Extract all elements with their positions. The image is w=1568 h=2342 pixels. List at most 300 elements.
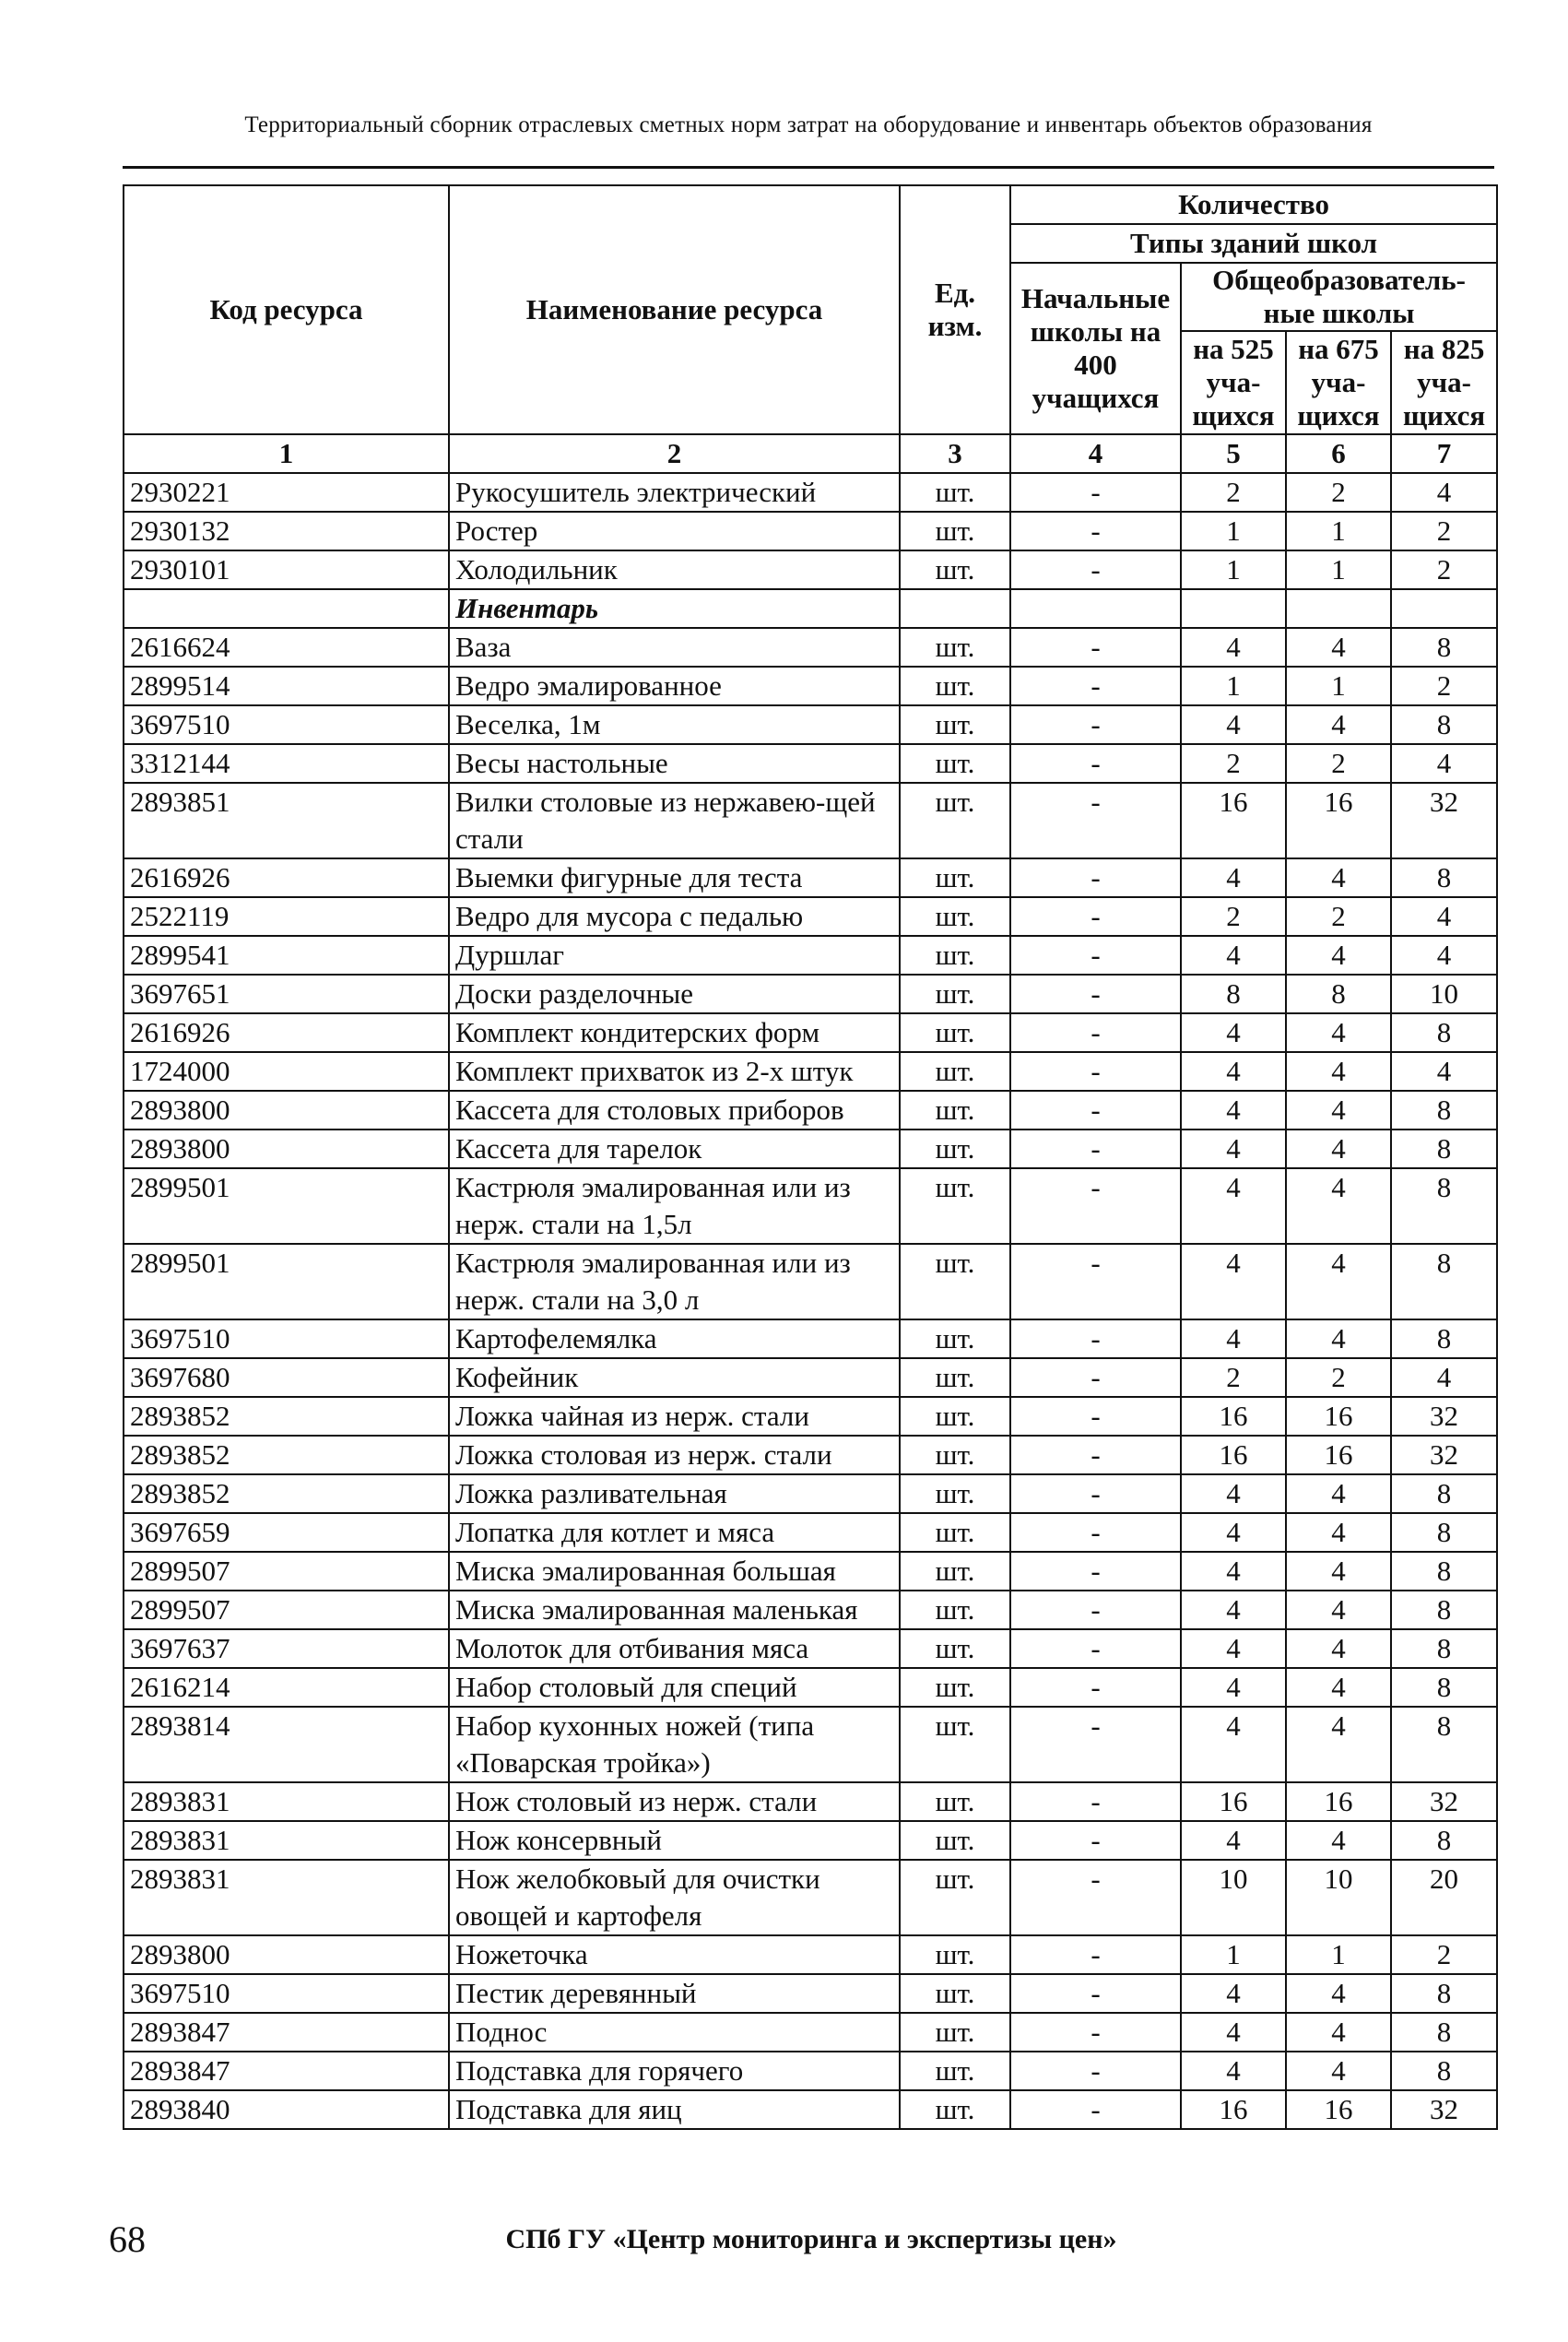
- table-row: [124, 744, 1497, 783]
- qty-primary-cell: -: [1010, 1629, 1181, 1668]
- qty-825-cell: 8: [1391, 1091, 1497, 1130]
- unit-cell: шт.: [900, 1358, 1010, 1397]
- qty-primary-cell: -: [1010, 1436, 1181, 1474]
- unit-cell: шт.: [900, 1244, 1010, 1319]
- name-cell: Кастрюля эмалированная или из нерж. стали на 3,0 л: [449, 1244, 900, 1319]
- qty-675-cell: 4: [1286, 1168, 1391, 1244]
- table-row: [124, 1513, 1497, 1552]
- qty-825-cell: 10: [1391, 975, 1497, 1013]
- table-row: [124, 1474, 1497, 1513]
- qty-825-cell: 8: [1391, 1707, 1497, 1782]
- qty-825-cell: 20: [1391, 1860, 1497, 1935]
- qty-primary-cell: -: [1010, 1782, 1181, 1821]
- qty-675-cell: 4: [1286, 1474, 1391, 1513]
- unit-cell: шт.: [900, 1974, 1010, 2013]
- code-cell: 2893831: [124, 1782, 449, 1821]
- qty-825-cell: 32: [1391, 2090, 1497, 2129]
- name-cell: Ножеточка: [449, 1935, 900, 1974]
- qty-primary-cell: -: [1010, 1668, 1181, 1707]
- code-cell: 2899501: [124, 1244, 449, 1319]
- col-header-name: Наименование ресурса: [449, 185, 900, 434]
- col-header-quantity: Количество: [1010, 185, 1497, 224]
- code-cell: 3697680: [124, 1358, 449, 1397]
- qty-675-cell: 1: [1286, 512, 1391, 550]
- qty-525-cell: 4: [1181, 1591, 1286, 1629]
- code-cell: 2893814: [124, 1707, 449, 1782]
- name-cell: Ведро эмалированное: [449, 667, 900, 705]
- unit-cell: шт.: [900, 1860, 1010, 1935]
- qty-825-cell: 4: [1391, 1052, 1497, 1091]
- qty-primary-cell: -: [1010, 1935, 1181, 1974]
- qty-525-cell: 4: [1181, 1974, 1286, 2013]
- qty-primary-cell: -: [1010, 783, 1181, 858]
- name-cell: Ложка столовая из нерж. стали: [449, 1436, 900, 1474]
- code-cell: 2930132: [124, 512, 449, 550]
- qty-primary-cell: -: [1010, 1397, 1181, 1436]
- unit-cell: шт.: [900, 667, 1010, 705]
- name-cell: Весы настольные: [449, 744, 900, 783]
- name-cell: Вилки столовые из нержавею-щей стали: [449, 783, 900, 858]
- qty-primary-cell: -: [1010, 936, 1181, 975]
- qty-675-cell: 4: [1286, 1319, 1391, 1358]
- col-header-code: Код ресурса: [124, 185, 449, 434]
- qty-825-cell: 8: [1391, 1013, 1497, 1052]
- code-cell: 2893852: [124, 1474, 449, 1513]
- qty-primary-cell: -: [1010, 975, 1181, 1013]
- qty-825-cell: 2: [1391, 1935, 1497, 1974]
- qty-primary-cell: -: [1010, 1244, 1181, 1319]
- name-cell: Комплект прихваток из 2-х штук: [449, 1052, 900, 1091]
- code-cell: 2893852: [124, 1436, 449, 1474]
- code-cell: 3697659: [124, 1513, 449, 1552]
- qty-675-cell: 10: [1286, 1860, 1391, 1935]
- name-cell: Доски разделочные: [449, 975, 900, 1013]
- qty-825-cell: 32: [1391, 1436, 1497, 1474]
- code-cell: 2893800: [124, 1091, 449, 1130]
- qty-825-cell: 8: [1391, 1591, 1497, 1629]
- table-row: [124, 2052, 1497, 2090]
- qty-825-cell: 8: [1391, 858, 1497, 897]
- table-body: [124, 473, 1497, 2129]
- unit-cell: шт.: [900, 783, 1010, 858]
- qty-825-cell: 8: [1391, 2013, 1497, 2052]
- unit-cell: шт.: [900, 1052, 1010, 1091]
- qty-675-cell: 2: [1286, 897, 1391, 936]
- name-cell: Молоток для отбивания мяса: [449, 1629, 900, 1668]
- qty-primary-cell: -: [1010, 1513, 1181, 1552]
- unit-cell: шт.: [900, 512, 1010, 550]
- qty-primary-cell: -: [1010, 1358, 1181, 1397]
- unit-cell: шт.: [900, 858, 1010, 897]
- qty-525-cell: 4: [1181, 1244, 1286, 1319]
- qty-675-cell: 4: [1286, 1974, 1391, 2013]
- table-row: [124, 1319, 1497, 1358]
- unit-cell: [900, 589, 1010, 628]
- qty-525-cell: 4: [1181, 1552, 1286, 1591]
- qty-525-cell: 4: [1181, 2013, 1286, 2052]
- col-header-unit: Ед. изм.: [900, 185, 1010, 434]
- qty-primary-cell: -: [1010, 1168, 1181, 1244]
- code-cell: 2893800: [124, 1130, 449, 1168]
- qty-825-cell: 32: [1391, 1782, 1497, 1821]
- qty-primary-cell: -: [1010, 1130, 1181, 1168]
- code-cell: [124, 589, 449, 628]
- name-cell: Поднос: [449, 2013, 900, 2052]
- qty-primary-cell: -: [1010, 897, 1181, 936]
- code-cell: 3697510: [124, 705, 449, 744]
- qty-675-cell: 4: [1286, 628, 1391, 667]
- qty-675-cell: 2: [1286, 744, 1391, 783]
- footer-publisher: СПб ГУ «Центр мониторинга и экспертизы цен»: [505, 2224, 1117, 2254]
- name-cell: Кофейник: [449, 1358, 900, 1397]
- table-row: [124, 1397, 1497, 1436]
- code-cell: 2899501: [124, 1168, 449, 1244]
- qty-675-cell: 8: [1286, 975, 1391, 1013]
- qty-525-cell: 1: [1181, 512, 1286, 550]
- unit-cell: шт.: [900, 1319, 1010, 1358]
- table-row: [124, 783, 1497, 858]
- qty-525-cell: 16: [1181, 1782, 1286, 1821]
- table-row: [124, 1629, 1497, 1668]
- qty-525-cell: 10: [1181, 1860, 1286, 1935]
- qty-825-cell: 4: [1391, 1358, 1497, 1397]
- qty-825-cell: 8: [1391, 1474, 1497, 1513]
- name-cell: Ростер: [449, 512, 900, 550]
- unit-cell: шт.: [900, 1629, 1010, 1668]
- qty-525-cell: 2: [1181, 744, 1286, 783]
- code-cell: 3312144: [124, 744, 449, 783]
- col-number: 2: [449, 434, 900, 473]
- qty-525-cell: 4: [1181, 858, 1286, 897]
- qty-825-cell: 8: [1391, 2052, 1497, 2090]
- qty-primary-cell: -: [1010, 2090, 1181, 2129]
- qty-675-cell: 4: [1286, 858, 1391, 897]
- unit-cell: шт.: [900, 2013, 1010, 2052]
- name-cell: Инвентарь: [449, 589, 900, 628]
- qty-primary-cell: -: [1010, 1013, 1181, 1052]
- col-header-525: на 525 уча-щихся: [1181, 331, 1286, 434]
- table-header: [124, 185, 1497, 473]
- name-cell: Нож столовый из нерж. стали: [449, 1782, 900, 1821]
- name-cell: Подставка для яиц: [449, 2090, 900, 2129]
- qty-675-cell: 2: [1286, 473, 1391, 512]
- unit-cell: шт.: [900, 936, 1010, 975]
- page-number: 68: [109, 2218, 146, 2260]
- table-row: [124, 1358, 1497, 1397]
- qty-825-cell: 4: [1391, 936, 1497, 975]
- table-row: [124, 858, 1497, 897]
- table-row: [124, 705, 1497, 744]
- qty-825-cell: 2: [1391, 550, 1497, 589]
- table-row: [124, 1935, 1497, 1974]
- qty-525-cell: 4: [1181, 628, 1286, 667]
- qty-primary-cell: [1010, 589, 1181, 628]
- qty-525-cell: 4: [1181, 1707, 1286, 1782]
- table-row: [124, 975, 1497, 1013]
- qty-675-cell: 16: [1286, 783, 1391, 858]
- qty-825-cell: 32: [1391, 783, 1497, 858]
- code-cell: 3697510: [124, 1319, 449, 1358]
- table-row: [124, 1782, 1497, 1821]
- unit-cell: шт.: [900, 1513, 1010, 1552]
- qty-primary-cell: -: [1010, 512, 1181, 550]
- header-rule: [123, 166, 1494, 169]
- qty-675-cell: 16: [1286, 1782, 1391, 1821]
- name-cell: Выемки фигурные для теста: [449, 858, 900, 897]
- unit-cell: шт.: [900, 975, 1010, 1013]
- unit-cell: шт.: [900, 473, 1010, 512]
- code-cell: 2616926: [124, 1013, 449, 1052]
- name-cell: Ваза: [449, 628, 900, 667]
- qty-675-cell: 16: [1286, 2090, 1391, 2129]
- name-cell: Веселка, 1м: [449, 705, 900, 744]
- col-number: 1: [124, 434, 449, 473]
- col-number-row: [124, 434, 1497, 473]
- qty-primary-cell: -: [1010, 1052, 1181, 1091]
- unit-cell: шт.: [900, 628, 1010, 667]
- name-cell: Комплект кондитерских форм: [449, 1013, 900, 1052]
- qty-675-cell: 16: [1286, 1397, 1391, 1436]
- name-cell: Рукосушитель электрический: [449, 473, 900, 512]
- col-header-primary: Начальные школы на 400 учащихся: [1010, 263, 1181, 434]
- running-header: Территориальный сборник отраслевых сметных норм затрат на оборудование и инвентарь объектов образования: [244, 112, 1373, 137]
- qty-675-cell: 1: [1286, 667, 1391, 705]
- qty-825-cell: 8: [1391, 1130, 1497, 1168]
- qty-primary-cell: -: [1010, 628, 1181, 667]
- qty-525-cell: 1: [1181, 550, 1286, 589]
- table-row: [124, 2090, 1497, 2129]
- code-cell: 1724000: [124, 1052, 449, 1091]
- qty-525-cell: 16: [1181, 783, 1286, 858]
- code-cell: 2616624: [124, 628, 449, 667]
- qty-525-cell: 4: [1181, 1091, 1286, 1130]
- name-cell: Подставка для горячего: [449, 2052, 900, 2090]
- qty-primary-cell: -: [1010, 858, 1181, 897]
- unit-cell: шт.: [900, 1474, 1010, 1513]
- name-cell: Набор столовый для специй: [449, 1668, 900, 1707]
- qty-825-cell: [1391, 589, 1497, 628]
- table-row: [124, 512, 1497, 550]
- code-cell: 2893840: [124, 2090, 449, 2129]
- table-row: [124, 936, 1497, 975]
- qty-525-cell: 4: [1181, 705, 1286, 744]
- qty-825-cell: 8: [1391, 1974, 1497, 2013]
- qty-825-cell: 8: [1391, 1821, 1497, 1860]
- qty-675-cell: 4: [1286, 1244, 1391, 1319]
- code-cell: 2899507: [124, 1591, 449, 1629]
- name-cell: Дуршлаг: [449, 936, 900, 975]
- code-cell: 2893847: [124, 2013, 449, 2052]
- unit-cell: шт.: [900, 1168, 1010, 1244]
- qty-525-cell: 4: [1181, 1168, 1286, 1244]
- code-cell: 3697637: [124, 1629, 449, 1668]
- qty-primary-cell: -: [1010, 1319, 1181, 1358]
- col-number: 5: [1181, 434, 1286, 473]
- code-cell: 2930221: [124, 473, 449, 512]
- col-number: 6: [1286, 434, 1391, 473]
- name-cell: Миска эмалированная маленькая: [449, 1591, 900, 1629]
- name-cell: Лопатка для котлет и мяса: [449, 1513, 900, 1552]
- code-cell: 3697510: [124, 1974, 449, 2013]
- qty-675-cell: 4: [1286, 1052, 1391, 1091]
- qty-675-cell: 4: [1286, 1552, 1391, 1591]
- code-cell: 2899507: [124, 1552, 449, 1591]
- qty-primary-cell: -: [1010, 1091, 1181, 1130]
- name-cell: Картофелемялка: [449, 1319, 900, 1358]
- code-cell: 3697651: [124, 975, 449, 1013]
- qty-825-cell: 2: [1391, 667, 1497, 705]
- table-row: [124, 2013, 1497, 2052]
- qty-675-cell: 4: [1286, 2052, 1391, 2090]
- qty-525-cell: 4: [1181, 1319, 1286, 1358]
- qty-675-cell: 4: [1286, 1629, 1391, 1668]
- unit-cell: шт.: [900, 1397, 1010, 1436]
- qty-675-cell: 4: [1286, 2013, 1391, 2052]
- unit-cell: шт.: [900, 1091, 1010, 1130]
- qty-525-cell: 4: [1181, 1474, 1286, 1513]
- unit-cell: шт.: [900, 1782, 1010, 1821]
- table-row: [124, 1591, 1497, 1629]
- name-cell: Нож желобковый для очистки овощей и картофеля: [449, 1860, 900, 1935]
- qty-675-cell: 4: [1286, 1821, 1391, 1860]
- qty-525-cell: [1181, 589, 1286, 628]
- qty-675-cell: 16: [1286, 1436, 1391, 1474]
- table-row: [124, 1860, 1497, 1935]
- qty-825-cell: 8: [1391, 1552, 1497, 1591]
- qty-825-cell: 8: [1391, 1513, 1497, 1552]
- unit-cell: шт.: [900, 705, 1010, 744]
- code-cell: 2616214: [124, 1668, 449, 1707]
- qty-525-cell: 16: [1181, 2090, 1286, 2129]
- unit-cell: шт.: [900, 744, 1010, 783]
- qty-525-cell: 2: [1181, 473, 1286, 512]
- table-row: [124, 1091, 1497, 1130]
- qty-675-cell: 4: [1286, 705, 1391, 744]
- qty-525-cell: 8: [1181, 975, 1286, 1013]
- col-number: 4: [1010, 434, 1181, 473]
- qty-primary-cell: -: [1010, 1591, 1181, 1629]
- qty-825-cell: 8: [1391, 1319, 1497, 1358]
- code-cell: 2893847: [124, 2052, 449, 2090]
- qty-675-cell: 1: [1286, 550, 1391, 589]
- table-row: [124, 1552, 1497, 1591]
- code-cell: 2522119: [124, 897, 449, 936]
- col-number: 7: [1391, 434, 1497, 473]
- code-cell: 2893851: [124, 783, 449, 858]
- qty-primary-cell: -: [1010, 1860, 1181, 1935]
- qty-primary-cell: -: [1010, 1552, 1181, 1591]
- table-row: [124, 1974, 1497, 2013]
- table-row: [124, 1436, 1497, 1474]
- name-cell: Ложка чайная из нерж. стали: [449, 1397, 900, 1436]
- name-cell: Набор кухонных ножей (типа «Поварская тройка»): [449, 1707, 900, 1782]
- qty-825-cell: 32: [1391, 1397, 1497, 1436]
- qty-primary-cell: -: [1010, 1474, 1181, 1513]
- code-cell: 2893800: [124, 1935, 449, 1974]
- table-row: [124, 1821, 1497, 1860]
- unit-cell: шт.: [900, 1591, 1010, 1629]
- qty-primary-cell: -: [1010, 744, 1181, 783]
- unit-cell: шт.: [900, 1552, 1010, 1591]
- unit-cell: шт.: [900, 1668, 1010, 1707]
- qty-primary-cell: -: [1010, 1821, 1181, 1860]
- qty-525-cell: 4: [1181, 1629, 1286, 1668]
- qty-675-cell: 1: [1286, 1935, 1391, 1974]
- qty-primary-cell: -: [1010, 2052, 1181, 2090]
- table-row: [124, 1244, 1497, 1319]
- qty-525-cell: 16: [1181, 1436, 1286, 1474]
- unit-cell: шт.: [900, 1707, 1010, 1782]
- qty-525-cell: 2: [1181, 897, 1286, 936]
- qty-825-cell: 8: [1391, 1168, 1497, 1244]
- col-header-675: на 675 уча-щихся: [1286, 331, 1391, 434]
- qty-675-cell: 4: [1286, 1707, 1391, 1782]
- qty-525-cell: 1: [1181, 1935, 1286, 1974]
- col-number: 3: [900, 434, 1010, 473]
- qty-825-cell: 8: [1391, 1668, 1497, 1707]
- qty-525-cell: 4: [1181, 1052, 1286, 1091]
- unit-cell: шт.: [900, 1130, 1010, 1168]
- qty-primary-cell: -: [1010, 550, 1181, 589]
- table-row: [124, 667, 1497, 705]
- code-cell: 2893831: [124, 1821, 449, 1860]
- table-row: [124, 1707, 1497, 1782]
- col-header-building-types: Типы зданий школ: [1010, 224, 1497, 263]
- qty-675-cell: 4: [1286, 936, 1391, 975]
- table-row: [124, 628, 1497, 667]
- qty-825-cell: 2: [1391, 512, 1497, 550]
- qty-525-cell: 4: [1181, 936, 1286, 975]
- qty-primary-cell: -: [1010, 1707, 1181, 1782]
- qty-525-cell: 4: [1181, 1130, 1286, 1168]
- code-cell: 2899541: [124, 936, 449, 975]
- unit-cell: шт.: [900, 2052, 1010, 2090]
- name-cell: Пестик деревянный: [449, 1974, 900, 2013]
- qty-525-cell: 4: [1181, 1821, 1286, 1860]
- qty-675-cell: 4: [1286, 1668, 1391, 1707]
- table-row: [124, 473, 1497, 512]
- code-cell: 2899514: [124, 667, 449, 705]
- qty-525-cell: 16: [1181, 1397, 1286, 1436]
- code-cell: 2930101: [124, 550, 449, 589]
- qty-825-cell: 8: [1391, 1629, 1497, 1668]
- unit-cell: шт.: [900, 1821, 1010, 1860]
- table-row: [124, 897, 1497, 936]
- unit-cell: шт.: [900, 550, 1010, 589]
- unit-cell: шт.: [900, 2090, 1010, 2129]
- code-cell: 2893852: [124, 1397, 449, 1436]
- section-row: [124, 589, 1497, 628]
- qty-primary-cell: -: [1010, 2013, 1181, 2052]
- name-cell: Миска эмалированная большая: [449, 1552, 900, 1591]
- table-row: [124, 1052, 1497, 1091]
- name-cell: Ложка разливательная: [449, 1474, 900, 1513]
- name-cell: Кастрюля эмалированная или из нерж. стали на 1,5л: [449, 1168, 900, 1244]
- unit-cell: шт.: [900, 1935, 1010, 1974]
- qty-525-cell: 1: [1181, 667, 1286, 705]
- qty-primary-cell: -: [1010, 1974, 1181, 2013]
- resource-table: [123, 184, 1498, 2130]
- qty-825-cell: 8: [1391, 1244, 1497, 1319]
- table-row: [124, 1668, 1497, 1707]
- qty-675-cell: 4: [1286, 1013, 1391, 1052]
- col-header-825: на 825 уча-щихся: [1391, 331, 1497, 434]
- code-cell: 2893831: [124, 1860, 449, 1935]
- qty-675-cell: [1286, 589, 1391, 628]
- col-header-general: Общеобразователь-ные школы: [1181, 263, 1497, 331]
- name-cell: Кассета для тарелок: [449, 1130, 900, 1168]
- qty-675-cell: 4: [1286, 1130, 1391, 1168]
